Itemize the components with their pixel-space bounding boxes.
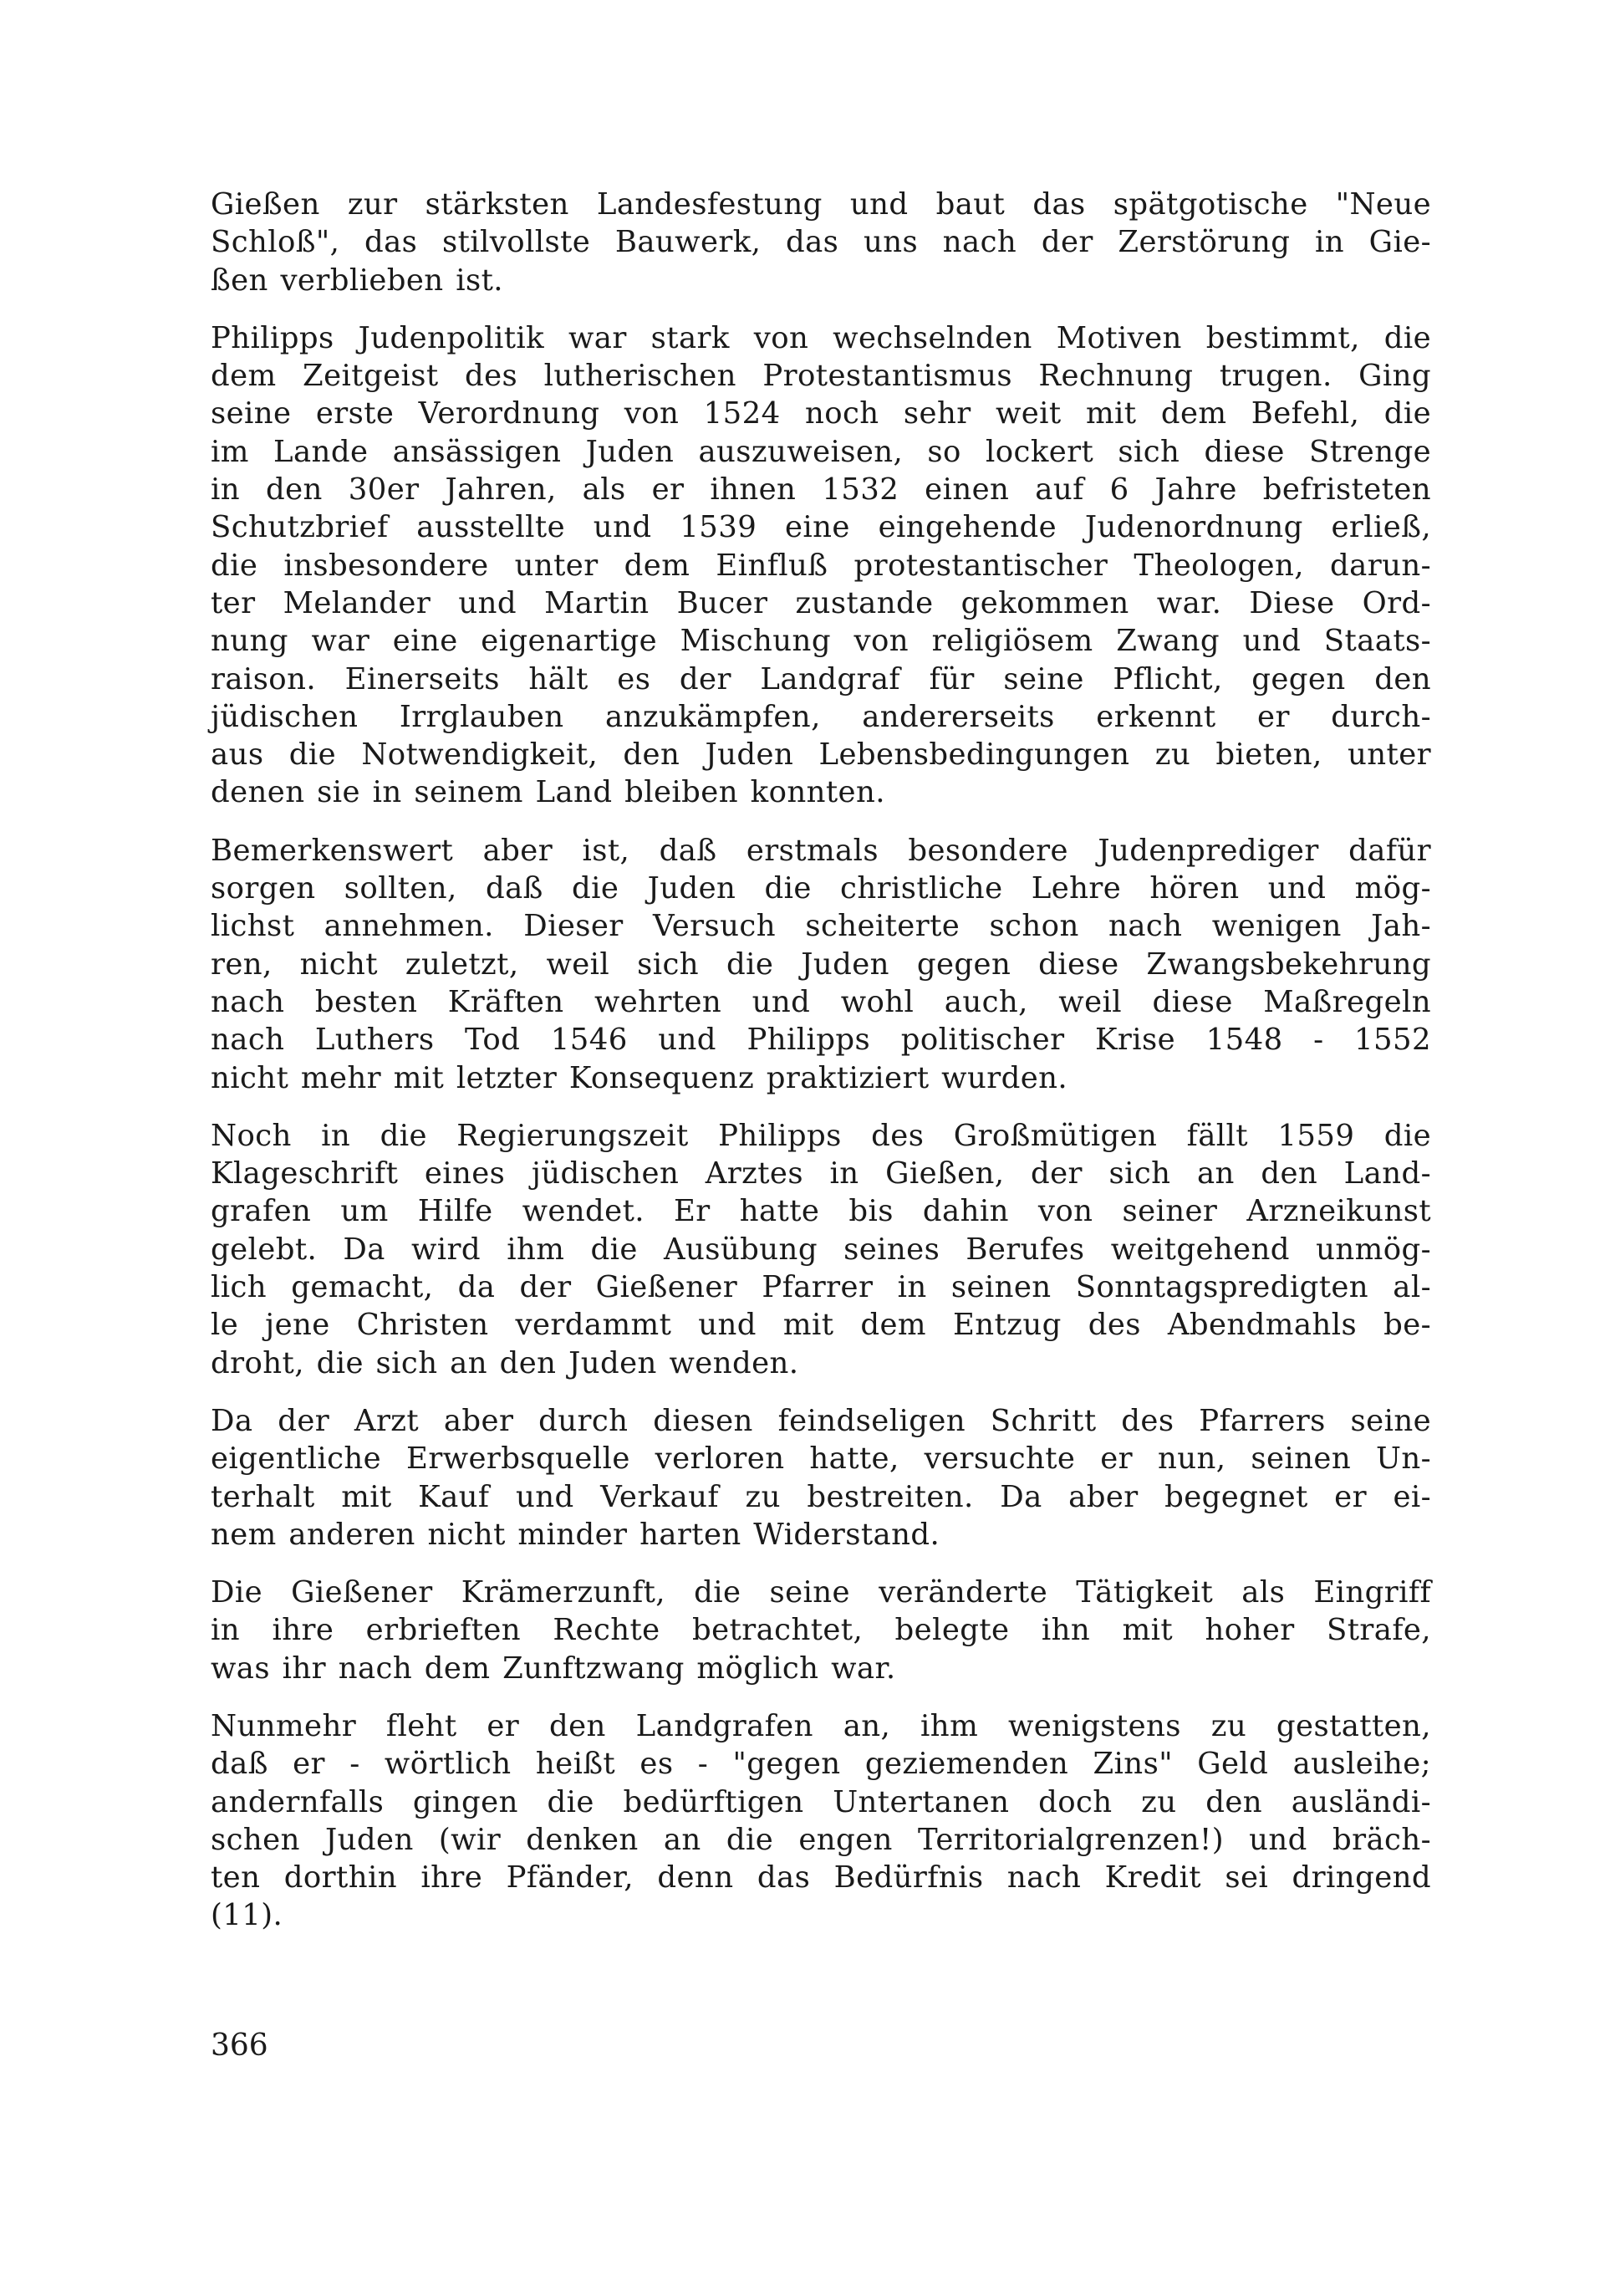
text-line: nach Luthers Tod 1546 und Philipps politischer Krise 1548 - 1552 <box>211 1023 1431 1058</box>
paragraph <box>211 1402 1431 1554</box>
text-line: Schloß", das stilvollste Bauwerk, das uns nach der Zerstörung in Gie- <box>211 225 1431 260</box>
text-line: Die Gießener Krämerzunft, die seine veränderte Tätigkeit als Eingriff <box>211 1575 1431 1610</box>
text-line: sorgen sollten, daß die Juden die christliche Lehre hören und mög- <box>211 871 1431 906</box>
text-line: Schutzbrief ausstellte und 1539 eine eingehende Judenordnung erließ, <box>211 510 1431 545</box>
text-line: ren, nicht zuletzt, weil sich die Juden gegen diese Zwangsbekehrung <box>211 946 1431 982</box>
text-line: terhalt mit Kauf und Verkauf zu bestreiten. Da aber begegnet er ei- <box>211 1479 1431 1514</box>
text-line: gelebt. Da wird ihm die Ausübung seines Berufes weitgehend unmög- <box>211 1232 1431 1267</box>
paragraph <box>211 1117 1431 1382</box>
text-line: nung war eine eigenartige Mischung von religiösem Zwang und Staats- <box>211 624 1431 659</box>
paragraph <box>211 832 1431 1097</box>
text-line: nicht mehr mit letzter Konsequenz praktiziert wurden. <box>211 1060 1068 1095</box>
text-line: dem Zeitgeist des lutherischen Protestantismus Rechnung trugen. Ging <box>211 359 1431 394</box>
text-line: raison. Einerseits hält es der Landgraf für seine Pflicht, gegen den <box>211 661 1431 696</box>
text-line: Philipps Judenpolitik war stark von wechselnden Motiven bestimmt, die <box>211 320 1431 355</box>
text-line: Da der Arzt aber durch diesen feindseligen Schritt des Pfarrers seine <box>211 1403 1431 1438</box>
text-line: ter Melander und Martin Bucer zustande gekommen war. Diese Ord- <box>211 585 1431 620</box>
text-line: grafen um Hilfe wendet. Er hatte bis dahin von seiner Arzneikunst <box>211 1194 1431 1229</box>
text-line: andernfalls gingen die bedürftigen Untertanen doch zu den ausländi- <box>211 1784 1431 1819</box>
paragraph <box>211 1574 1431 1687</box>
document-body <box>211 186 1431 1955</box>
paragraph <box>211 186 1431 299</box>
text-line: Gießen zur stärksten Landesfestung und baut das spätgotische "Neue <box>211 187 1431 222</box>
text-line: Noch in die Regierungszeit Philipps des Großmütigen fällt 1559 die <box>211 1118 1431 1153</box>
text-line: in den 30er Jahren, als er ihnen 1532 einen auf 6 Jahre befristeten <box>211 472 1431 508</box>
text-line: le jene Christen verdammt und mit dem Entzug des Abendmahls be- <box>211 1308 1431 1343</box>
text-line: schen Juden (wir denken an die engen Territorialgrenzen!) und bräch- <box>211 1822 1431 1857</box>
text-line: eigentliche Erwerbsquelle verloren hatte, versuchte er nun, seinen Un- <box>211 1441 1431 1477</box>
text-line: nach besten Kräften wehrten und wohl auch, weil diese Maßregeln <box>211 984 1431 1019</box>
text-line: was ihr nach dem Zunftzwang möglich war. <box>211 1651 896 1686</box>
text-line: Klageschrift eines jüdischen Arztes in Gießen, der sich an den Land- <box>211 1156 1431 1191</box>
text-line: jüdischen Irrglauben anzukämpfen, andererseits erkennt er durch- <box>211 699 1431 734</box>
page-number: 366 <box>211 2028 268 2063</box>
text-line: denen sie in seinem Land bleiben konnten. <box>211 775 885 810</box>
text-line: ßen verblieben ist. <box>211 263 503 298</box>
text-line: die insbesondere unter dem Einfluß protestantischer Theologen, darun- <box>211 548 1431 583</box>
text-line: in ihre erbrieften Rechte betrachtet, belegte ihn mit hoher Strafe, <box>211 1613 1431 1648</box>
text-line: daß er - wörtlich heißt es - "gegen geziemenden Zins" Geld ausleihe; <box>211 1747 1431 1782</box>
text-line: Bemerkenswert aber ist, daß erstmals besondere Judenprediger dafür <box>211 833 1431 868</box>
paragraph <box>211 319 1431 812</box>
text-line: lich gemacht, da der Gießener Pfarrer in seinen Sonntagspredigten al- <box>211 1270 1431 1305</box>
text-line: aus die Notwendigkeit, den Juden Lebensbedingungen zu bieten, unter <box>211 737 1431 773</box>
text-line: Nunmehr fleht er den Landgrafen an, ihm wenigstens zu gestatten, <box>211 1708 1431 1743</box>
paragraph <box>211 1707 1431 1935</box>
text-line: im Lande ansässigen Juden auszuweisen, so lockert sich diese Strenge <box>211 434 1431 469</box>
text-line: seine erste Verordnung von 1524 noch sehr weit mit dem Befehl, die <box>211 396 1431 431</box>
text-line: (11). <box>211 1898 283 1933</box>
text-line: nem anderen nicht minder harten Widerstand. <box>211 1517 940 1552</box>
text-line: lichst annehmen. Dieser Versuch scheiterte schon nach wenigen Jah- <box>211 909 1431 944</box>
text-line: ten dorthin ihre Pfänder, denn das Bedürfnis nach Kredit sei dringend <box>211 1860 1431 1895</box>
text-line: droht, die sich an den Juden wenden. <box>211 1345 799 1380</box>
